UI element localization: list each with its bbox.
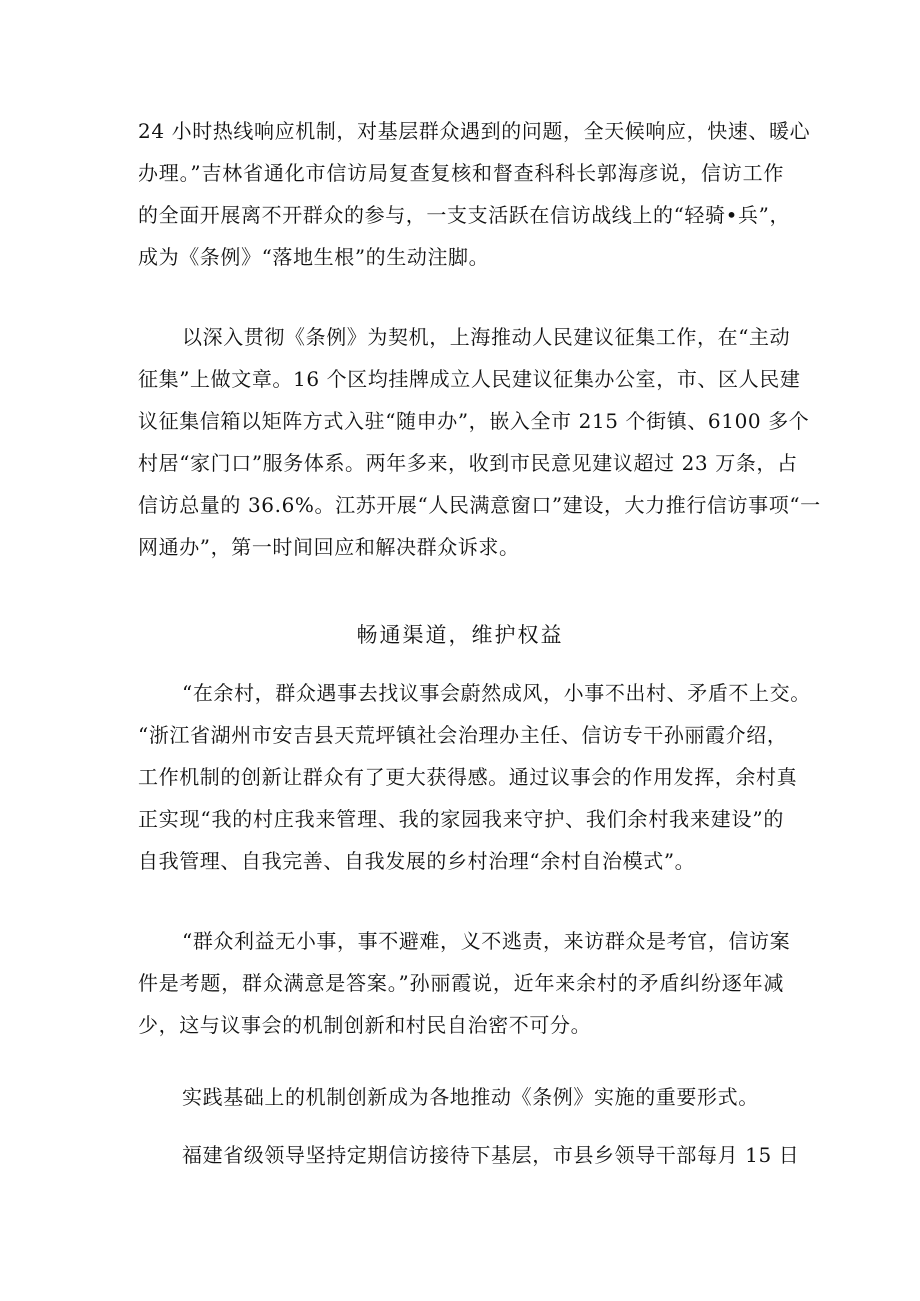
paragraph-line: 件是考题，群众满意是答案。”孙丽霞说，近年来余村的矛盾纠纷逐年减	[138, 971, 784, 995]
paragraph-line: 办理。”吉林省通化市信访局复查复核和督查科科长郭海彦说，信访工作	[138, 161, 784, 185]
paragraph-line: 自我管理、自我完善、自我发展的乡村治理“余村自治模式”。	[138, 849, 696, 873]
paragraph-line: “浙江省湖州市安吉县天荒坪镇社会治理办主任、信访专干孙丽霞介绍，	[138, 723, 788, 747]
paragraph-line: 村居“家门口”服务体系。两年多来，收到市民意见建议超过 23 万条，占	[138, 451, 798, 475]
paragraph-line: 实践基础上的机制创新成为各地推动《条例》实施的重要形式。	[182, 1085, 759, 1109]
paragraph-line: “群众利益无小事，事不避难，义不逃责，来访群众是考官，信访案	[182, 929, 791, 953]
paragraph-line: 以深入贯彻《条例》为契机，上海推动人民建议征集工作，在“主动	[182, 325, 791, 349]
paragraph-line: 成为《条例》“落地生根”的生动注脚。	[138, 245, 490, 269]
paragraph-1	[138, 110, 811, 278]
paragraph-line: 正实现“我的村庄我来管理、我的家园我来守护、我们余村我来建设”的	[138, 807, 784, 831]
paragraph-5	[138, 1076, 784, 1118]
paragraph-line: 网通办”，第一时间回应和解决群众诉求。	[138, 535, 520, 559]
paragraph-3	[138, 672, 811, 882]
section-heading: 畅通渠道，维护权益	[356, 623, 564, 647]
paragraph-line: “在余村，群众遇事去找议事会蔚然成风，小事不出村、矛盾不上交。	[182, 681, 811, 705]
paragraph-6	[138, 1134, 800, 1176]
paragraph-line: 议征集信箱以矩阵方式入驻“随申办”，嵌入全市 215 个街镇、6100 多个	[138, 409, 810, 433]
paragraph-line: 的全面开展离不开群众的参与，一支支活跃在信访战线上的“轻骑•兵”，	[138, 203, 791, 227]
paragraph-line: 少，这与议事会的机制创新和村民自治密不可分。	[138, 1013, 592, 1037]
paragraph-2	[138, 316, 821, 568]
paragraph-line: 信访总量的 36.6%。江苏开展“人民满意窗口”建设，大力推行信访事项“一	[138, 493, 821, 517]
paragraph-line: 工作机制的创新让群众有了更大获得感。通过议事会的作用发挥，余村真	[138, 765, 798, 789]
paragraph-4	[138, 920, 791, 1046]
paragraph-line: 福建省级领导坚持定期信访接待下基层，市县乡领导干部每月 15 日	[182, 1143, 800, 1167]
paragraph-line: 征集”上做文章。16 个区均挂牌成立人民建议征集办公室，市、区人民建	[138, 367, 801, 391]
paragraph-line: 24 小时热线响应机制，对基层群众遇到的问题，全天候响应，快速、暖心	[138, 119, 811, 143]
